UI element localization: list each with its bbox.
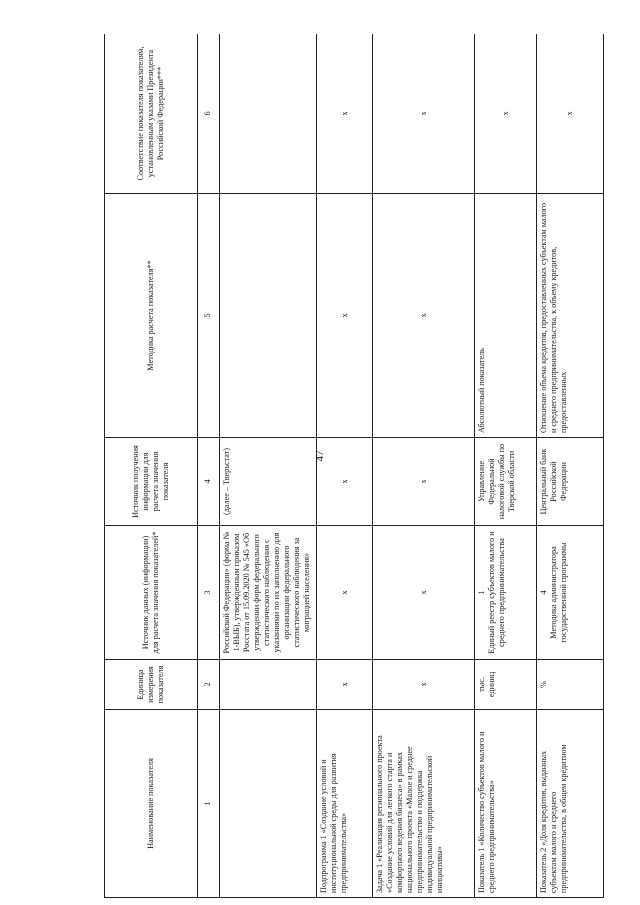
column-number: 5 xyxy=(198,194,220,438)
source-data-number: 4 xyxy=(539,590,549,595)
header-match: Соответствие показателя показателям, установленным указами Президента Российской Федерации*** xyxy=(105,34,198,194)
cell-source-info: Управление Федеральной налоговой службы по Тверской области xyxy=(474,438,537,526)
table-row-task-1 xyxy=(373,34,474,898)
cell-source-data: Российской Федерации» (форма № 1-ВЫБ), утвержденным приказом Росстата от 15.09.2020 № 545 «Об утверждении форм федерального статистического наблюдения с указаниями по их заполнению для организации федерального статистического наблюдения за миграцией населения» xyxy=(219,526,316,660)
column-number: 6 xyxy=(198,34,220,194)
column-number: 3 xyxy=(198,526,220,660)
table-row-indicator-1 xyxy=(474,34,537,898)
cell-match: х xyxy=(537,34,604,194)
column-number: 4 xyxy=(198,438,220,526)
cell-source-data: х xyxy=(373,526,474,660)
cell-unit xyxy=(219,660,316,710)
cell-source-data: х xyxy=(317,526,373,660)
cell-name: Показатель 2 «Доля кредитов, выданных субъектам малого и среднего предпринимательства, в общем кредитном xyxy=(537,710,604,898)
page-number: 47 xyxy=(314,450,326,462)
rotated-table-container xyxy=(104,34,604,898)
header-name: Наименование показателя xyxy=(105,710,198,898)
table-row-subprogram-1 xyxy=(317,34,373,898)
cell-match xyxy=(219,34,316,194)
column-number: 1 xyxy=(198,710,220,898)
source-data-text: Единый реестр субъектов малого и среднего предпринимательства xyxy=(486,531,506,654)
cell-source-info: (далее – Тверьстат) xyxy=(219,438,316,526)
header-method: Методика расчета показателя** xyxy=(105,194,198,438)
table-header-row xyxy=(105,34,198,898)
column-number-row xyxy=(198,34,220,898)
cell-method: Абсолютный показатель xyxy=(474,194,537,438)
cell-method xyxy=(219,194,316,438)
header-source-data: Источник данных (информации) для расчета значения показателей* xyxy=(105,526,198,660)
cell-name xyxy=(219,710,316,898)
cell-unit: тыс. единиц xyxy=(474,660,537,710)
cell-unit: х xyxy=(373,660,474,710)
cell-match: х xyxy=(317,34,373,194)
cell-name: Задача 1 «Реализация регионального проекта «Создание условий для легкого старта и комфортного ведения бизнеса» в рамках национального проекта «Малое и среднее предпринимательство и поддержка индивидуальной предпринимательской инициативы» xyxy=(373,710,474,898)
cell-method: х xyxy=(373,194,474,438)
table-row-indicator-2 xyxy=(537,34,604,898)
indicators-table xyxy=(104,34,604,898)
cell-unit: х xyxy=(317,660,373,710)
cell-method: х xyxy=(317,194,373,438)
header-source-info: Источник получения информации для расчета значения показателя xyxy=(105,438,198,526)
header-unit: Единица измерения показателя xyxy=(105,660,198,710)
source-data-text: Методика администратора государственной программы xyxy=(549,542,569,643)
cell-match: х xyxy=(373,34,474,194)
cell-source-info: Центральный банк Российской Федерации xyxy=(537,438,604,526)
cell-name: Показатель 1 «Количество субъектов малого и среднего предпринимательства» xyxy=(474,710,537,898)
cell-source-info: х xyxy=(317,438,373,526)
cell-unit: % xyxy=(537,660,604,710)
cell-source-data xyxy=(474,526,537,660)
table-row-continuation xyxy=(219,34,316,898)
cell-source-info: х xyxy=(373,438,474,526)
table-viewport xyxy=(104,34,604,898)
cell-method: Отношение объема кредитов, предоставленных субъектам малого и среднего предпринимательства, к объему кредитов, предоставленных xyxy=(537,194,604,438)
source-data-number: 1 xyxy=(476,590,486,595)
cell-match: х xyxy=(474,34,537,194)
column-number: 2 xyxy=(198,660,220,710)
cell-name: Подпрограмма 1 «Создание условий и институциональной среды для развития предпринимательства» xyxy=(317,710,373,898)
cell-source-data xyxy=(537,526,604,660)
